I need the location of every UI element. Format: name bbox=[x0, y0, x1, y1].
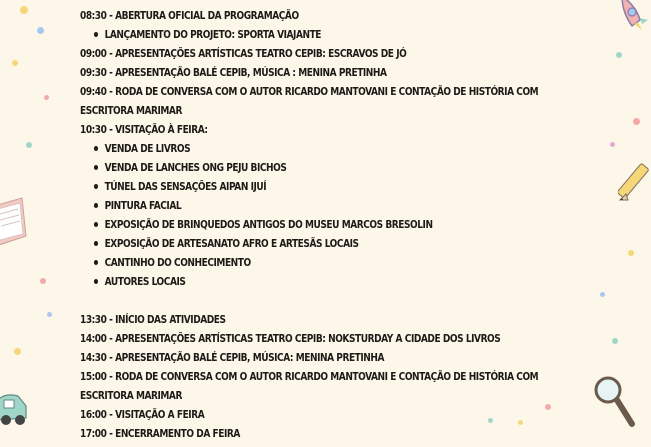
list-item: EXPOSIÇÃO DE BRINQUEDOS ANTIGOS DO MUSEU MARCOS BRESOLIN bbox=[80, 215, 506, 234]
confetti-dot bbox=[20, 6, 28, 14]
pencil-icon bbox=[618, 160, 651, 206]
rocket-icon bbox=[618, 0, 651, 34]
confetti-dot bbox=[14, 348, 21, 355]
schedule-line: 16:00 - VISITAÇÃO A FEIRA bbox=[80, 408, 205, 421]
confetti-dot bbox=[44, 95, 49, 100]
confetti-dot bbox=[26, 142, 32, 148]
schedule-line: 09:30 - APRESENTAÇÃO BALÉ CEPIB, MÚSICA : MENINA PRETINHA bbox=[80, 66, 387, 79]
schedule-line: 10:30 - VISITAÇÃO À FEIRA: bbox=[80, 123, 208, 136]
confetti-dot bbox=[37, 27, 44, 34]
list-item: LANÇAMENTO DO PROJETO: SPORTA VIAJANTE bbox=[80, 25, 506, 44]
confetti-dot bbox=[616, 52, 622, 58]
list-item: CANTINHO DO CONHECIMENTO bbox=[80, 253, 506, 272]
fair-activities-list bbox=[80, 139, 600, 291]
list-item: EXPOSIÇÃO DE ARTESANATO AFRO E ARTESÃS LOCAIS bbox=[80, 234, 506, 253]
schedule-line: 14:00 - APRESENTAÇÕES ARTÍSTICAS TEATRO CEPIB: NOKSTURDAY A CIDADE DOS LIVROS bbox=[80, 332, 501, 345]
section-gap bbox=[80, 291, 600, 310]
book-icon bbox=[0, 196, 28, 248]
list-item: VENDA DE LANCHES ONG PEJU BICHOS bbox=[80, 158, 506, 177]
schedule-line: 08:30 - ABERTURA OFICIAL DA PROGRAMAÇÃO bbox=[80, 9, 299, 22]
confetti-dot bbox=[40, 278, 46, 284]
confetti-dot bbox=[628, 250, 634, 256]
confetti-dot bbox=[600, 292, 605, 297]
toy-car-icon bbox=[0, 388, 34, 428]
confetti-dot bbox=[47, 312, 52, 317]
schedule-sublist bbox=[80, 25, 600, 44]
list-item: TÚNEL DAS SENSAÇÕES AIPAN IJUÍ bbox=[80, 177, 506, 196]
schedule-line: 09:00 - APRESENTAÇÕES ARTÍSTICAS TEATRO CEPIB: ESCRAVOS DE JÓ bbox=[80, 47, 407, 60]
confetti-dot bbox=[612, 338, 618, 344]
schedule-line: 15:00 - RODA DE CONVERSA COM O AUTOR RICARDO MANTOVANI E CONTAÇÃO DE HISTÓRIA COM ESCRITORA MARIMAR bbox=[80, 370, 539, 402]
confetti-dot bbox=[610, 142, 615, 147]
list-item: AUTORES LOCAIS bbox=[80, 272, 506, 291]
list-item: VENDA DE LIVROS bbox=[80, 139, 506, 158]
confetti-dot bbox=[12, 60, 18, 66]
schedule-line: 13:30 - INÍCIO DAS ATIVIDADES bbox=[80, 313, 226, 326]
schedule-line: 17:00 - ENCERRAMENTO DA FEIRA bbox=[80, 427, 240, 440]
confetti-dot bbox=[633, 118, 640, 125]
schedule-line: 14:30 - APRESENTAÇÃO BALÉ CEPIB, MÚSICA: MENINA PRETINHA bbox=[80, 351, 385, 364]
schedule bbox=[80, 6, 600, 443]
schedule-line: 09:40 - RODA DE CONVERSA COM O AUTOR RICARDO MANTOVANI E CONTAÇÃO DE HISTÓRIA COM ESCRITORA MARIMAR bbox=[80, 85, 539, 117]
list-item: PINTURA FACIAL bbox=[80, 196, 506, 215]
